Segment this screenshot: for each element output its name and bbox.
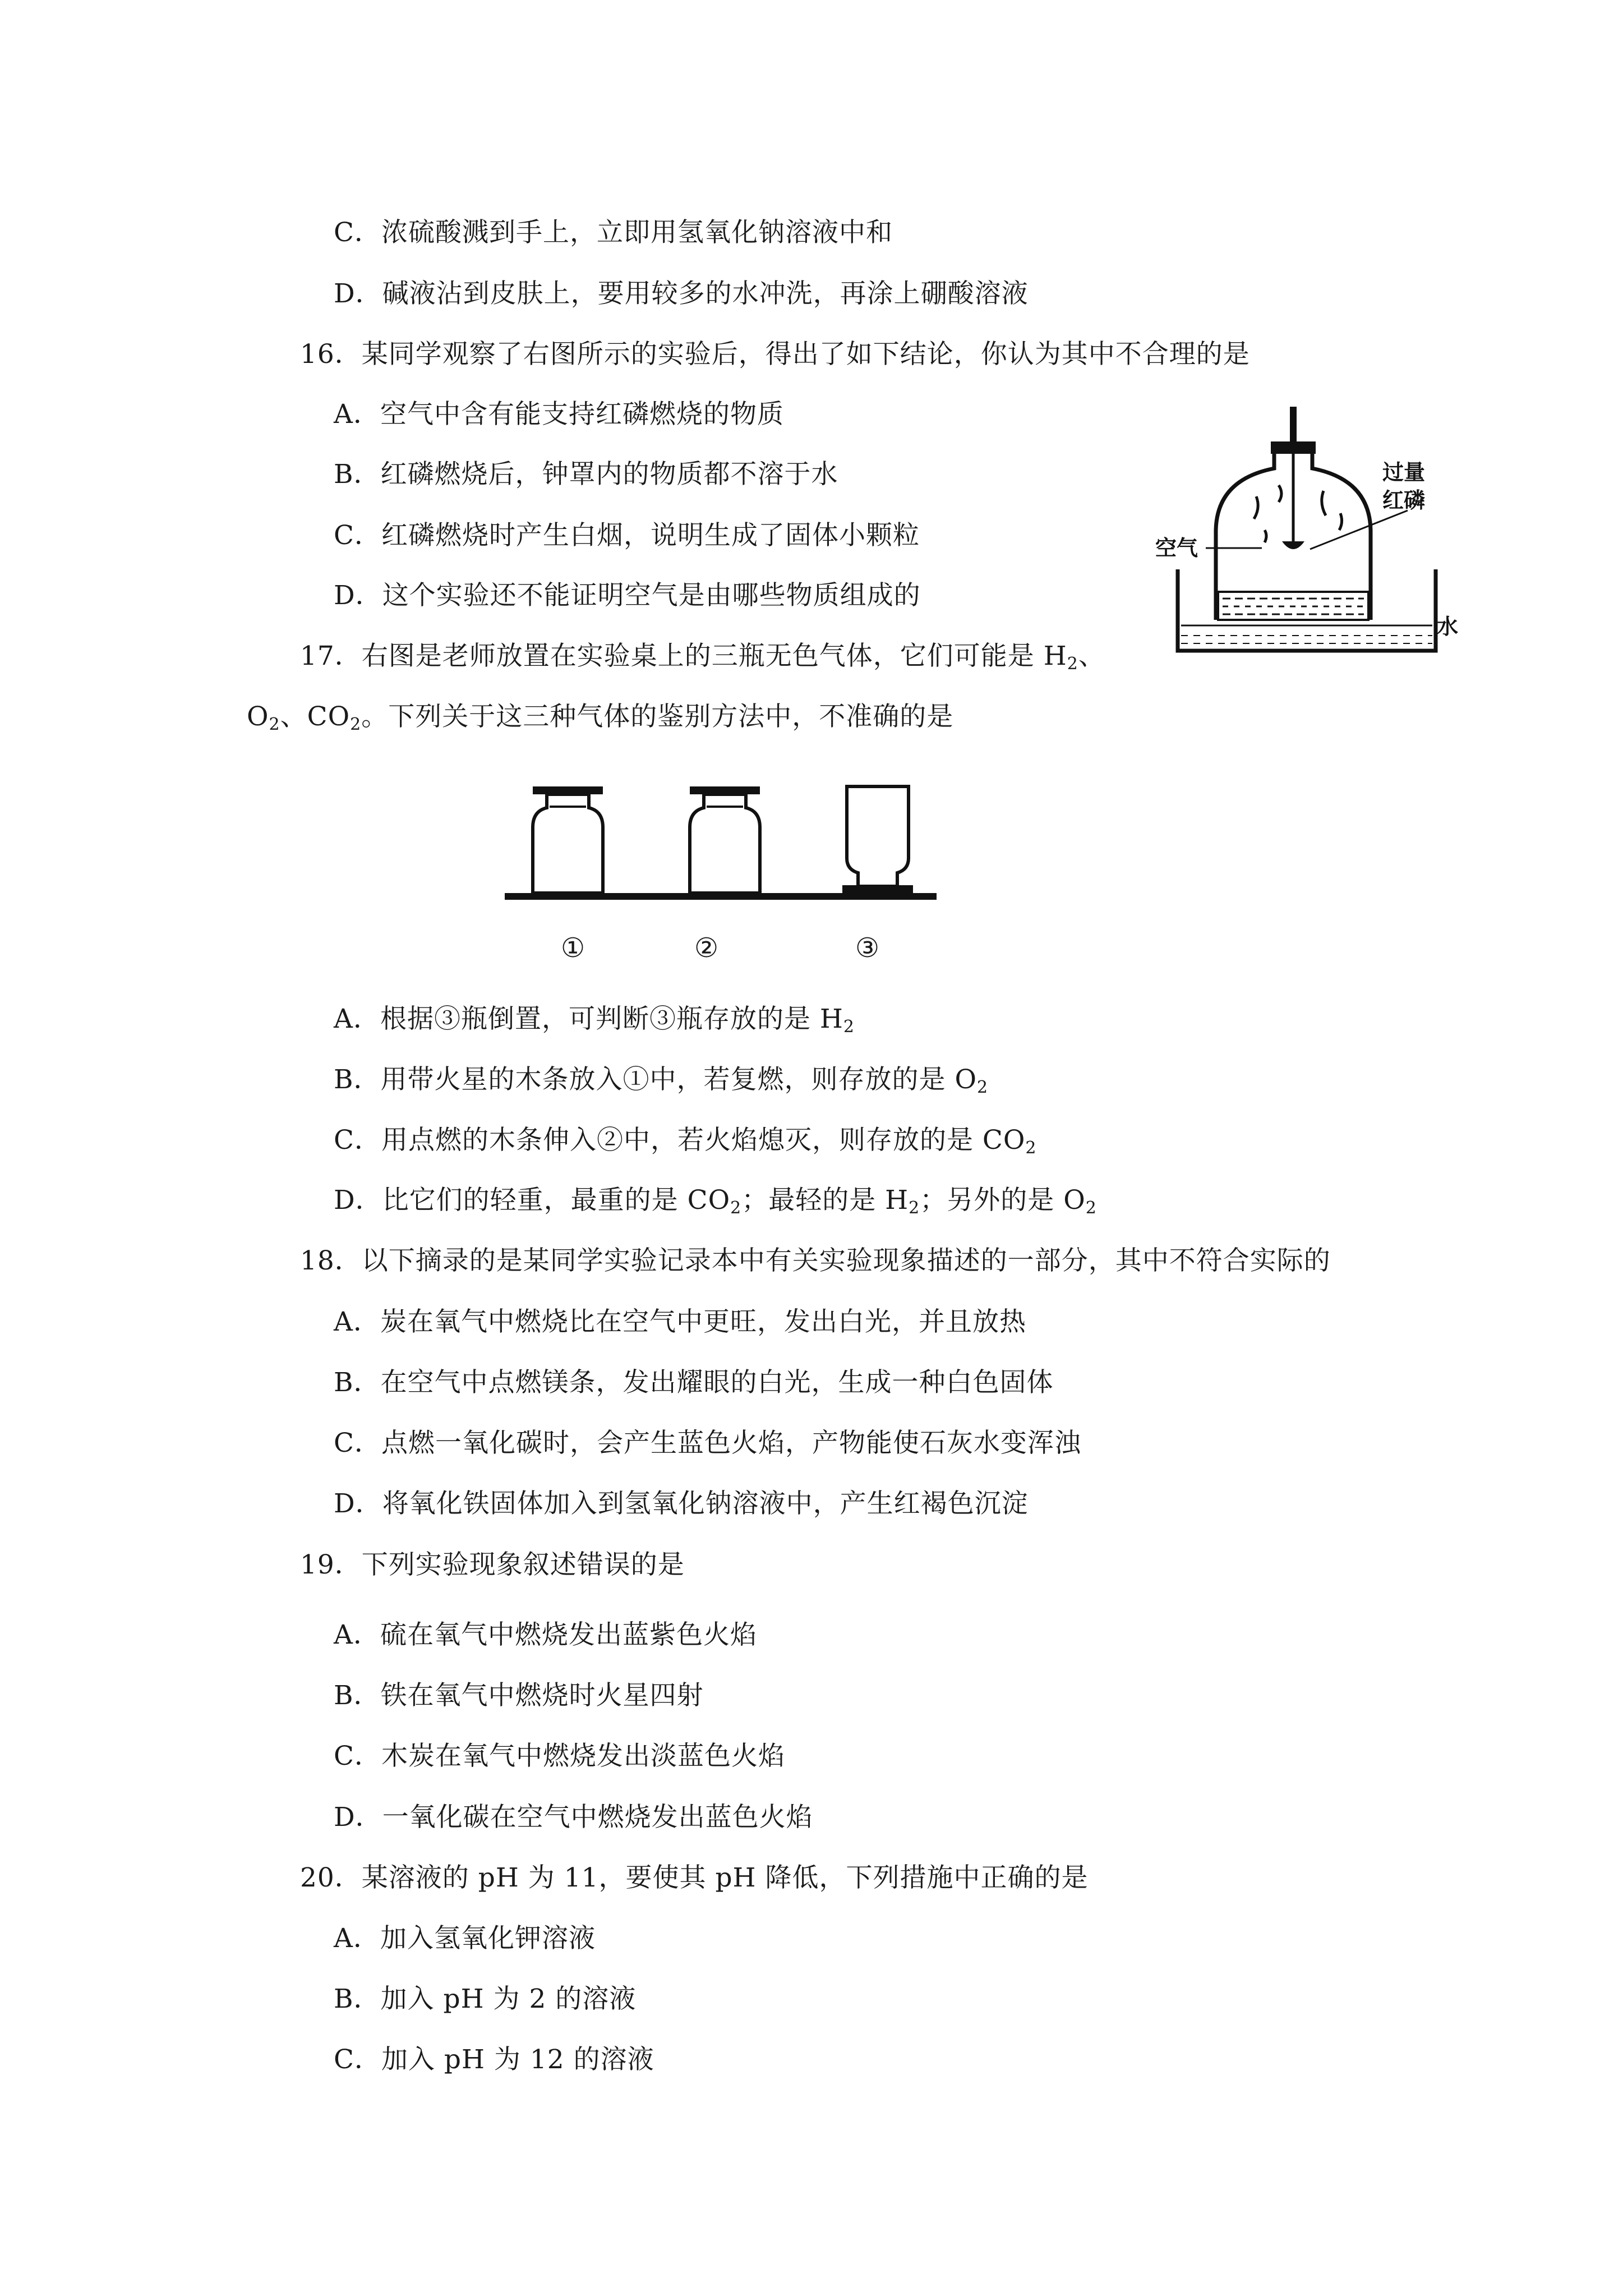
option-text: 一氧化碳在空气中燃烧发出蓝色火焰 (382, 1802, 813, 1833)
q19-stem: 19．下列实验现象叙述错误的是 (300, 1549, 685, 1580)
q19-option-a (334, 1618, 757, 1652)
option-letter: C． (334, 1428, 381, 1458)
bottle-label-1: ① (561, 932, 585, 964)
q18-option-c (334, 1427, 1081, 1460)
label-phosphorus-1: 过量 (1382, 460, 1426, 485)
option-text: 木炭在氧气中燃烧发出淡蓝色火焰 (381, 1741, 785, 1772)
stem-text: 17．右图是老师放置在实验桌上的三瓶无色气体，它们可能是 H (300, 641, 1067, 671)
option-text: 将氧化铁固体加入到氢氧化钠溶液中，产生红褐色沉淀 (382, 1488, 1029, 1519)
option-text: 这个实验还不能证明空气是由哪些物质组成的 (382, 580, 921, 611)
option-text: 加入 pH 为 2 的溶液 (380, 1984, 637, 2014)
q18-option-d (334, 1487, 1029, 1521)
bottle-label-3: ③ (855, 932, 880, 964)
bell-jar-figure (1144, 401, 1458, 659)
option-text: 点燃一氧化碳时，会产生蓝色火焰，产物能使石灰水变浑浊 (381, 1428, 1081, 1458)
option-letter: D． (334, 278, 382, 309)
subscript: 2 (1025, 1138, 1037, 1158)
q20-stem: 20．某溶液的 pH 为 11，要使其 pH 降低，下列措施中正确的是 (300, 1862, 1089, 1893)
q19-option-d (334, 1801, 813, 1834)
bottle-2 (690, 786, 760, 893)
q17-option-c (334, 1124, 1037, 1157)
option-text: 浓硫酸溅到手上，立即用氢氧化钠溶液中和 (381, 217, 893, 248)
bottle-body (690, 794, 760, 893)
q17-option-b (334, 1063, 988, 1097)
bottle-1 (533, 786, 603, 893)
label-water: 水 (1437, 614, 1458, 639)
q18-stem: 18．以下摘录的是某同学实验记录本中有关实验现象描述的一部分，其中不符合实际的 (300, 1245, 1331, 1276)
option-text: 加入 pH 为 12 的溶液 (381, 2044, 654, 2075)
option-text: 根据③瓶倒置，可判断③瓶存放的是 H (380, 1004, 843, 1034)
option-letter: B． (334, 459, 381, 490)
subscript: 2 (843, 1017, 855, 1037)
q17-stem-line1 (300, 639, 1105, 673)
option-letter: D． (334, 1802, 382, 1833)
stem-text: 。下列关于这三种气体的鉴别方法中，不准确的是 (361, 701, 954, 732)
q15-option-d (334, 277, 1029, 311)
q17-option-d (334, 1184, 1097, 1217)
subscript: 2 (350, 715, 362, 734)
q18-option-b (334, 1366, 1054, 1400)
option-text: ；最轻的是 H (741, 1185, 909, 1216)
option-letter: C． (334, 1741, 381, 1772)
option-letter: B． (334, 1984, 381, 2014)
option-text: 炭在氧气中燃烧比在空气中更旺，发出白光，并且放热 (380, 1306, 1026, 1337)
option-letter: C． (334, 217, 381, 248)
smoke-marks (1254, 485, 1342, 542)
q20-option-c (334, 2043, 654, 2077)
q19-option-b (334, 1679, 704, 1713)
q16-option-b (334, 458, 838, 491)
option-letter: A． (334, 1619, 380, 1650)
q20-option-b (334, 1982, 636, 2016)
subscript: 2 (1085, 1198, 1097, 1218)
option-text: 红磷燃烧后，钟罩内的物质都不溶于水 (380, 459, 838, 490)
option-letter: A． (334, 1306, 380, 1337)
option-text: ；另外的是 O (920, 1185, 1086, 1216)
option-letter: C． (334, 2044, 381, 2075)
q18-option-a (334, 1305, 1026, 1339)
option-letter: A． (334, 399, 380, 430)
option-text: 铁在氧气中燃烧时火星四射 (380, 1680, 704, 1711)
formula-co: 、CO (280, 701, 351, 732)
option-text: 用带火星的木条放入①中，若复燃，则存放的是 O (380, 1064, 978, 1095)
formula-o: O (247, 701, 269, 732)
table-surface (505, 893, 937, 900)
q17-option-a (334, 1002, 855, 1036)
phosphorus-leader-line (1310, 510, 1408, 549)
option-text: 加入氢氧化钾溶液 (380, 1923, 596, 1954)
bottle-3 (842, 786, 913, 893)
bottle-cover (842, 885, 913, 893)
option-letter: D． (334, 1488, 382, 1519)
subscript: 2 (730, 1198, 742, 1218)
q16-stem: 16．某同学观察了右图所示的实验后，得出了如下结论，你认为其中不合理的是 (300, 339, 1250, 370)
stopper (1271, 441, 1316, 454)
option-text: 硫在氧气中燃烧发出蓝紫色火焰 (380, 1619, 757, 1650)
burning-spoon (1282, 541, 1304, 549)
q19-option-c (334, 1740, 785, 1773)
option-letter: D． (334, 1185, 382, 1216)
bottle-body (533, 794, 603, 893)
option-letter: A． (334, 1923, 380, 1954)
option-text: 在空气中点燃镁条，发出耀眼的白光，生成一种白色固体 (380, 1367, 1054, 1398)
bottle-body (847, 786, 909, 886)
option-letter: D． (334, 580, 382, 611)
q16-option-a (334, 398, 784, 431)
subscript: 2 (269, 715, 280, 734)
q20-option-a (334, 1922, 596, 1955)
option-letter: B． (334, 1680, 381, 1711)
option-letter: B． (334, 1064, 381, 1095)
bottle-label-2: ② (694, 932, 719, 964)
option-text: 比它们的轻重，最重的是 CO (382, 1185, 731, 1216)
option-text: 用点燃的木条伸入②中，若火焰熄灭，则存放的是 CO (381, 1125, 1026, 1156)
subscript: 2 (977, 1078, 989, 1097)
label-phosphorus-2: 红磷 (1382, 488, 1426, 513)
label-air: 空气 (1155, 536, 1198, 560)
option-text: 红磷燃烧时产生白烟，说明生成了固体小颗粒 (381, 520, 920, 551)
stopper-rod (1290, 407, 1297, 446)
q16-option-d (334, 579, 921, 613)
option-letter: A． (334, 1004, 380, 1034)
option-text: 碱液沾到皮肤上，要用较多的水冲洗，再涂上硼酸溶液 (382, 278, 1029, 309)
stem-text-end: 、 (1078, 641, 1105, 671)
q17-stem-line2 (247, 700, 953, 734)
option-letter: C． (334, 1125, 381, 1156)
option-letter: C． (334, 520, 381, 551)
gas-bottles-figure (499, 774, 942, 909)
q16-option-c (334, 519, 920, 553)
option-text: 空气中含有能支持红磷燃烧的物质 (380, 399, 784, 430)
option-letter: B． (334, 1367, 381, 1398)
subscript: 2 (1067, 654, 1078, 674)
subscript: 2 (909, 1198, 920, 1218)
q15-option-c (334, 216, 893, 250)
